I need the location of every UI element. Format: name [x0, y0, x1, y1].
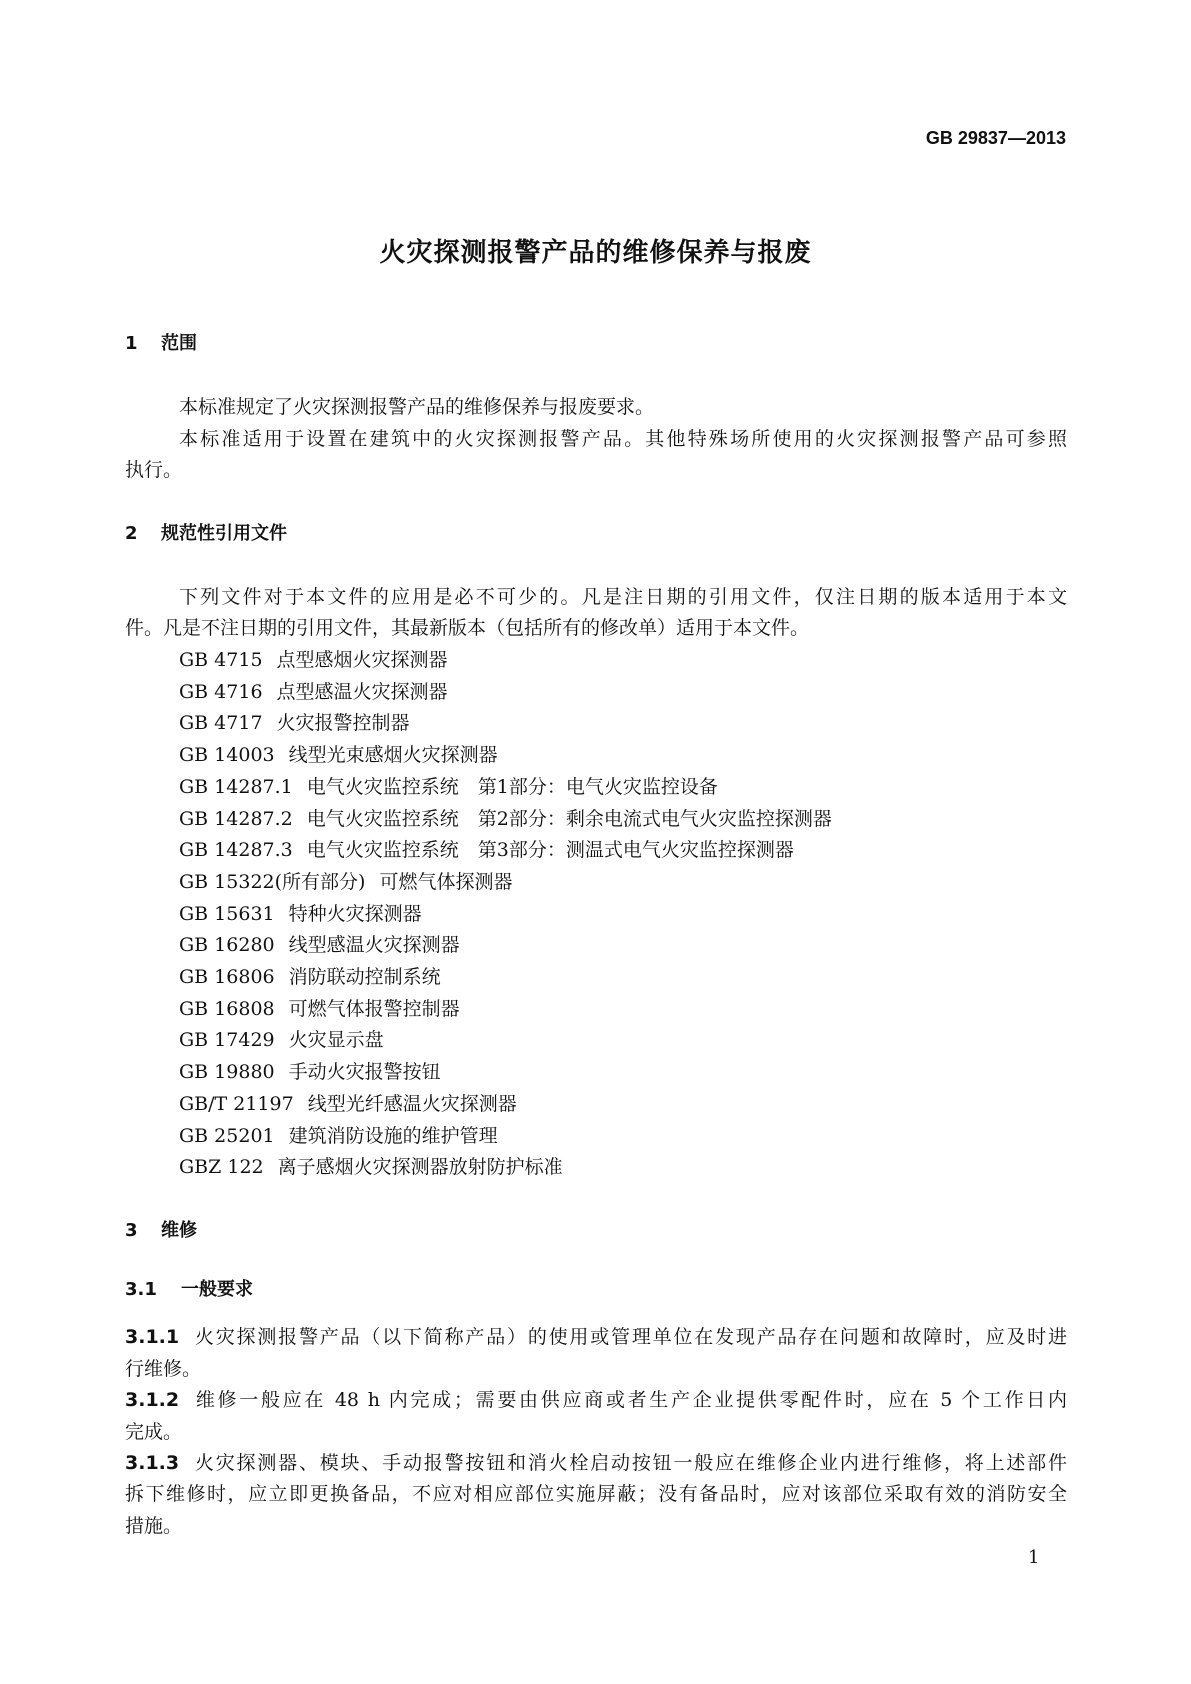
reference-item	[179, 933, 1067, 957]
reference-code: GB 14287.3	[179, 839, 293, 862]
reference-title: 线型感温火灾探测器	[288, 934, 460, 957]
reference-title: 电气火灾监控系统 第2部分：剩余电流式电气火灾监控探测器	[306, 807, 832, 830]
reference-item	[179, 680, 1067, 704]
section-3-heading	[125, 1219, 1067, 1243]
clause-text: 火灾探测报警产品（以下简称产品）的使用或管理单位在发现产品存在问题和故障时，应及时进	[193, 1326, 1067, 1348]
reference-title: 消防联动控制系统	[288, 966, 441, 988]
reference-title: 电气火灾监控系统 第1部分：电气火灾监控设备	[306, 775, 718, 798]
clause-number: 3.1.1	[125, 1326, 180, 1348]
reference-code: GB 25201	[179, 1124, 275, 1147]
section-2-heading	[125, 522, 1067, 546]
reference-item	[179, 648, 1067, 672]
reference-code: GBZ 122	[179, 1156, 264, 1179]
paragraph: 执行。	[125, 459, 183, 481]
reference-title: 线型光束感烟火灾探测器	[288, 744, 498, 767]
reference-title: 特种火灾探测器	[288, 902, 422, 925]
page-number: 1	[1028, 1547, 1040, 1568]
reference-item	[179, 1124, 1067, 1148]
clause-text: 火灾探测器、模块、手动报警按钮和消火栓启动按钮一般应在维修企业内进行维修，将上述部件	[193, 1452, 1067, 1474]
reference-code: GB 17429	[179, 1029, 275, 1052]
section-number: 3	[125, 1220, 138, 1241]
reference-code: GB/T 21197	[179, 1092, 294, 1115]
reference-code: GB 15322(所有部分)	[179, 870, 366, 893]
standard-number: GB 29837—2013	[925, 128, 1066, 148]
reference-code: GB 15631	[179, 902, 275, 925]
subsection-3-1-heading	[125, 1278, 1067, 1302]
reference-item	[179, 1155, 1067, 1179]
reference-code: GB 4715	[179, 649, 263, 671]
section-title: 范围	[161, 333, 197, 354]
reference-title: 火灾显示盘	[288, 1029, 384, 1052]
clause-3-1-1	[125, 1325, 1067, 1349]
reference-title: 点型感烟火灾探测器	[276, 649, 448, 671]
reference-code: GB 16280	[179, 934, 275, 957]
reference-code: GB 14003	[179, 744, 275, 767]
section-1-heading	[125, 332, 1067, 356]
clause-text: 行维修。	[125, 1358, 202, 1380]
reference-item	[179, 870, 1067, 894]
section-title: 维修	[161, 1220, 197, 1241]
paragraph: 下列文件对于本文件的应用是必不可少的。凡是注日期的引用文件，仅注日期的版本适用于本文	[179, 586, 1067, 608]
reference-item	[179, 711, 1067, 735]
reference-title: 火灾报警控制器	[276, 712, 410, 735]
clause-3-1-3	[125, 1451, 1067, 1475]
clause-text: 维修一般应在 48 h 内完成；需要由供应商或者生产企业提供零配件时，应在 5 个工作日内	[193, 1389, 1067, 1411]
clause-text: 措施。	[125, 1515, 183, 1537]
clause-3-1-2	[125, 1388, 1067, 1412]
reference-item	[179, 1028, 1067, 1052]
clause-number: 3.1.2	[125, 1389, 180, 1411]
reference-item	[179, 902, 1067, 926]
reference-title: 离子感烟火灾探测器放射防护标准	[277, 1156, 563, 1179]
section-title: 一般要求	[181, 1279, 253, 1300]
reference-item	[179, 1092, 1067, 1116]
paragraph: 本标准规定了火灾探测报警产品的维修保养与报废要求。	[179, 396, 655, 418]
section-number: 3.1	[125, 1279, 157, 1300]
reference-title: 线型光纤感温火灾探测器	[307, 1092, 517, 1115]
paragraph: 件。凡是不注日期的引用文件，其最新版本（包括所有的修改单）适用于本文件。	[125, 617, 810, 639]
reference-item	[179, 997, 1067, 1021]
reference-code: GB 16806	[179, 966, 275, 988]
paragraph: 本标准适用于设置在建筑中的火灾探测报警产品。其他特殊场所使用的火灾探测报警产品可参照	[179, 428, 1067, 450]
reference-code: GB 14287.1	[179, 775, 293, 798]
reference-code: GB 16808	[179, 997, 275, 1020]
reference-title: 电气火灾监控系统 第3部分：测温式电气火灾监控探测器	[306, 839, 794, 862]
reference-title: 可燃气体报警控制器	[288, 997, 460, 1020]
reference-item	[179, 775, 1067, 799]
reference-item	[179, 838, 1067, 862]
section-number: 2	[125, 523, 138, 544]
reference-title: 可燃气体探测器	[379, 870, 513, 893]
section-title: 规范性引用文件	[161, 523, 287, 544]
clause-number: 3.1.3	[125, 1452, 180, 1474]
reference-code: GB 19880	[179, 1061, 275, 1084]
reference-title: 手动火灾报警按钮	[288, 1061, 441, 1084]
section-number: 1	[125, 333, 138, 354]
clause-text: 完成。	[125, 1421, 183, 1443]
reference-title: 点型感温火灾探测器	[276, 680, 448, 703]
reference-item	[179, 807, 1067, 831]
reference-item	[179, 965, 1067, 989]
reference-code: GB 4717	[179, 712, 263, 735]
reference-code: GB 14287.2	[179, 807, 293, 830]
reference-title: 建筑消防设施的维护管理	[288, 1124, 498, 1147]
reference-item	[179, 743, 1067, 767]
reference-item	[179, 1060, 1067, 1084]
clause-text: 拆下维修时，应立即更换备品，不应对相应部位实施屏蔽；没有备品时，应对该部位采取有效的消防安全	[125, 1483, 1067, 1505]
reference-code: GB 4716	[179, 680, 263, 703]
document-title: 火灾探测报警产品的维修保养与报废	[379, 238, 812, 268]
